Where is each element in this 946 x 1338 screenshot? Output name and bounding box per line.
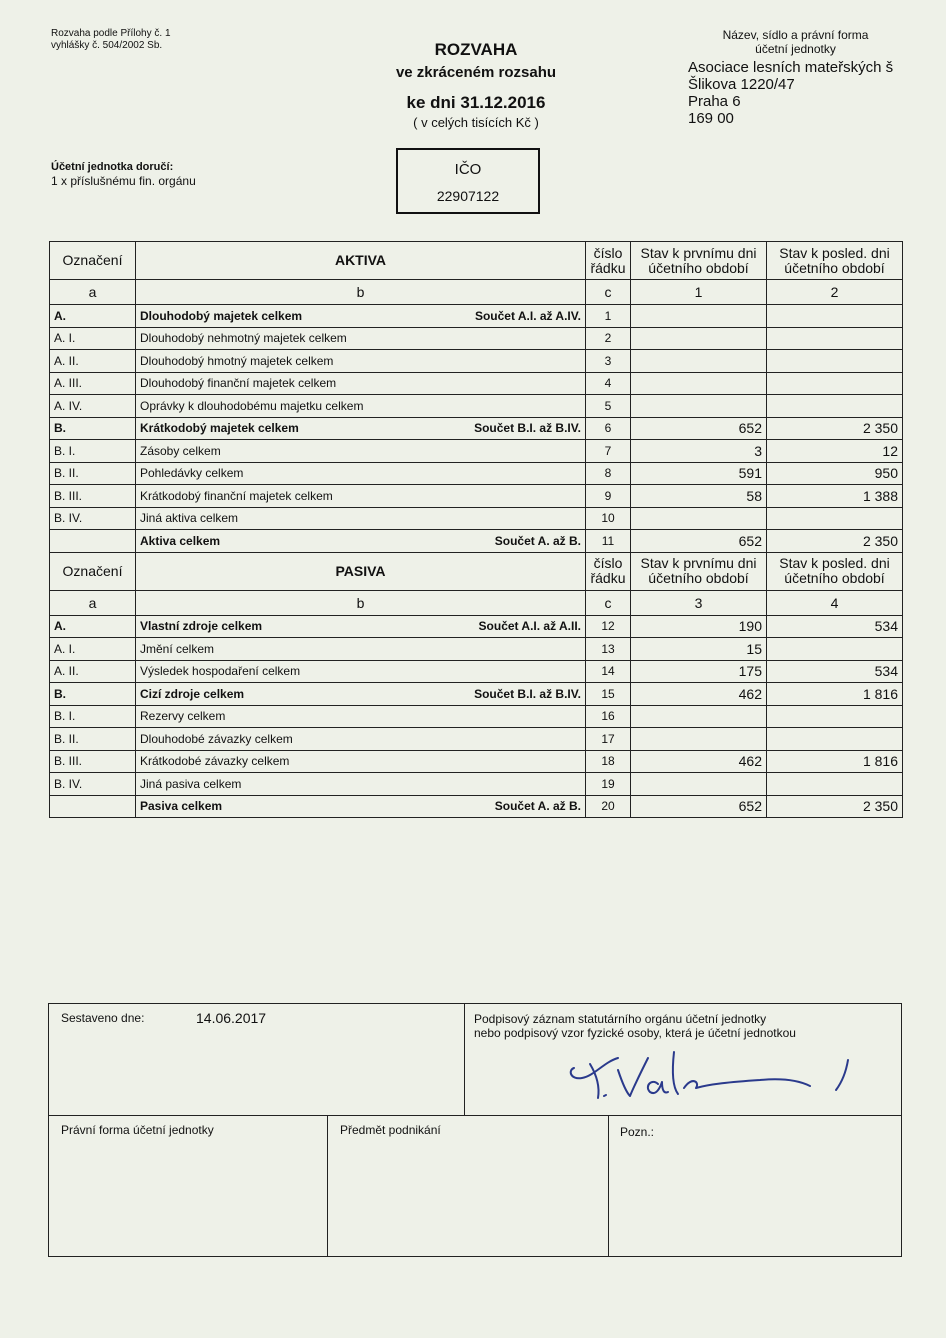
row-code: A. II. [50,660,136,683]
row-number: 11 [586,530,631,553]
row-number: 7 [586,440,631,463]
row-code: B. II. [50,462,136,485]
entity-city: Praha 6 [688,93,741,110]
value-last-day: 2 350 [767,530,903,553]
row-name-cell [136,728,586,751]
pasiva-row [50,683,903,706]
value-last-day [767,350,903,373]
business-label: Předmět podnikání [340,1123,441,1137]
row-name: Rezervy celkem [140,709,226,724]
row-name-cell [136,683,586,706]
row-name-wrap [140,511,581,525]
value-last-day [767,705,903,728]
row-name: Dlouhodobý nehmotný majetek celkem [140,331,347,346]
letter-cell: c [586,590,631,615]
row-name-wrap [140,309,581,323]
row-number: 20 [586,795,631,818]
col-cislo: číslo řádku [586,552,631,590]
row-name: Dlouhodobý finanční majetek celkem [140,376,337,391]
pasiva-row [50,705,903,728]
row-name-wrap [140,754,581,768]
pasiva-row [50,615,903,638]
row-sum-formula: Součet B.I. až B.IV. [474,421,581,436]
row-name-wrap [140,687,581,701]
value-last-day [767,327,903,350]
row-code: B. III. [50,750,136,773]
row-name-wrap [140,619,581,633]
row-number: 10 [586,507,631,530]
value-first-day [631,705,767,728]
delivery-value: 1 x příslušnému fin. orgánu [51,174,196,188]
value-last-day [767,305,903,328]
value-first-day: 462 [631,750,767,773]
row-code: A. I. [50,327,136,350]
row-code: B. III. [50,485,136,508]
aktiva-section [50,242,903,553]
row-code: B. [50,417,136,440]
row-name-cell [136,440,586,463]
row-name: Pasiva celkem [140,799,223,814]
value-last-day: 1 816 [767,683,903,706]
pasiva-header-row [50,552,903,590]
row-name-cell [136,773,586,796]
regulation-line-2: vyhlášky č. 504/2002 Sb. [51,40,163,51]
pasiva-row [50,638,903,661]
row-code: B. IV. [50,507,136,530]
value-last-day: 534 [767,660,903,683]
value-first-day [631,327,767,350]
letter-cell: b [136,590,586,615]
aktiva-row [50,507,903,530]
value-last-day: 2 350 [767,417,903,440]
pasiva-row [50,795,903,818]
row-name: Krátkodobý majetek celkem [140,421,299,436]
value-last-day [767,728,903,751]
legal-form-label: Právní forma účetní jednotky [61,1123,214,1137]
row-name: Zásoby celkem [140,443,221,458]
row-name-cell [136,417,586,440]
compiled-date: 14.06.2017 [196,1010,267,1026]
units-note: ( v celých tisících Kč ) [413,115,539,130]
value-last-day: 950 [767,462,903,485]
row-name: Aktiva celkem [140,533,221,548]
row-name-wrap [140,664,581,678]
row-name: Cizí zdroje celkem [140,686,245,701]
aktiva-row [50,485,903,508]
col-pasiva: PASIVA [136,552,586,590]
row-name-wrap [140,399,581,413]
aktiva-row [50,372,903,395]
footer-divider [608,1115,609,1257]
value-first-day [631,395,767,418]
value-first-day [631,773,767,796]
aktiva-row [50,327,903,350]
regulation-line-1: Rozvaha podle Přílohy č. 1 [51,28,171,39]
aktiva-row [50,417,903,440]
row-name-cell [136,372,586,395]
document-subtitle: ve zkráceném rozsahu [395,64,557,81]
row-number: 13 [586,638,631,661]
value-last-day: 12 [767,440,903,463]
entity-zip: 169 00 [688,110,734,127]
value-first-day [631,728,767,751]
row-code: A. [50,305,136,328]
row-name-cell [136,660,586,683]
ico-box [396,148,540,214]
row-sum-formula: Součet A. až B. [494,533,581,548]
row-name: Oprávky k dlouhodobému majetku celkem [140,398,364,413]
value-first-day: 652 [631,530,767,553]
row-name-wrap [140,421,581,435]
row-name-cell [136,638,586,661]
row-code [50,795,136,818]
value-first-day: 3 [631,440,767,463]
row-name: Krátkodobé závazky celkem [140,754,290,769]
pasiva-letters-row [50,590,903,615]
row-name-cell [136,750,586,773]
compiled-label: Sestaveno dne: [61,1011,145,1025]
aktiva-row [50,462,903,485]
row-code: A. I. [50,638,136,661]
row-number: 8 [586,462,631,485]
row-number: 4 [586,372,631,395]
row-name: Krátkodobý finanční majetek celkem [140,488,333,503]
value-first-day [631,507,767,530]
value-last-day [767,638,903,661]
row-number: 16 [586,705,631,728]
footer-divider [327,1115,328,1257]
letter-cell: 3 [631,590,767,615]
value-first-day: 462 [631,683,767,706]
row-name: Dlouhodobý majetek celkem [140,308,303,323]
signature-label [474,1012,796,1040]
balance-table [49,241,903,818]
note-label: Pozn.: [620,1125,655,1139]
value-last-day [767,507,903,530]
row-name-wrap [140,354,581,368]
row-number: 12 [586,615,631,638]
ico-value: 22907122 [436,188,500,204]
value-first-day [631,305,767,328]
aktiva-header-row [50,242,903,280]
handwritten-signature [560,1040,870,1104]
pasiva-row [50,728,903,751]
row-name-wrap [140,799,581,813]
row-name-cell [136,795,586,818]
row-code: B. II. [50,728,136,751]
letter-cell: c [586,280,631,305]
row-number: 14 [586,660,631,683]
row-name-wrap [140,709,581,723]
row-number: 5 [586,395,631,418]
row-name: Výsledek hospodaření celkem [140,664,301,679]
row-number: 15 [586,683,631,706]
row-name: Jiná aktiva celkem [140,511,239,526]
document-title: ROZVAHA [434,40,518,59]
row-sum-formula: Součet B.I. až B.IV. [474,686,581,701]
row-code: A. IV. [50,395,136,418]
row-code: A. III. [50,372,136,395]
row-name-wrap [140,444,581,458]
row-name-wrap [140,489,581,503]
row-name: Vlastní zdroje celkem [140,619,263,634]
value-first-day: 652 [631,417,767,440]
delivery-block [51,160,196,188]
value-first-day: 190 [631,615,767,638]
row-name-wrap [140,642,581,656]
row-name-cell [136,507,586,530]
pasiva-row [50,660,903,683]
row-code: B. [50,683,136,706]
row-number: 2 [586,327,631,350]
pasiva-section [50,552,903,818]
row-sum-formula: Součet A. až B. [494,799,581,814]
row-number: 9 [586,485,631,508]
row-name: Dlouhodobý hmotný majetek celkem [140,353,334,368]
footer-divider [48,1115,902,1116]
col-stav-last: Stav k posled. dni účetního období [767,552,903,590]
row-code: B. I. [50,440,136,463]
signature-label-1: Podpisový záznam statutárního orgánu účetní jednotky [474,1012,767,1026]
row-sum-formula: Součet A.I. až A.II. [478,619,581,634]
footer-divider [464,1003,465,1115]
letter-cell: 1 [631,280,767,305]
aktiva-row [50,305,903,328]
row-code: A. II. [50,350,136,373]
aktiva-row [50,440,903,463]
col-stav-first: Stav k prvnímu dni účetního období [631,242,767,280]
value-last-day [767,395,903,418]
row-number: 6 [586,417,631,440]
value-last-day: 2 350 [767,795,903,818]
balance-date: ke dni 31.12.2016 [406,93,546,112]
row-name-wrap [140,777,581,791]
aktiva-row [50,530,903,553]
row-name-cell [136,485,586,508]
letter-cell: a [50,590,136,615]
value-last-day [767,773,903,796]
col-aktiva: AKTIVA [136,242,586,280]
row-number: 17 [586,728,631,751]
pasiva-row [50,750,903,773]
row-name-cell [136,530,586,553]
row-name-wrap [140,732,581,746]
delivery-label: Účetní jednotka doručí: [51,161,174,173]
row-name-wrap [140,331,581,345]
row-name: Dlouhodobé závazky celkem [140,731,293,746]
aktiva-letters-row [50,280,903,305]
entity-block [688,28,938,127]
value-last-day: 1 816 [767,750,903,773]
entity-label-1: Název, sídlo a právní forma [722,28,869,42]
col-stav-last: Stav k posled. dni účetního období [767,242,903,280]
aktiva-row [50,350,903,373]
letter-cell: a [50,280,136,305]
aktiva-row [50,395,903,418]
col-cislo: číslo řádku [586,242,631,280]
row-name-cell [136,705,586,728]
col-oznaceni: Označení [50,552,136,590]
row-code: A. [50,615,136,638]
signature-label-2: nebo podpisový vzor fyzické osoby, která je účetní jednotkou [474,1026,796,1040]
value-first-day: 58 [631,485,767,508]
row-number: 1 [586,305,631,328]
row-number: 3 [586,350,631,373]
row-name-cell [136,350,586,373]
letter-cell: 2 [767,280,903,305]
value-first-day: 591 [631,462,767,485]
value-first-day: 652 [631,795,767,818]
col-stav-first: Stav k prvnímu dni účetního období [631,552,767,590]
row-name-wrap [140,466,581,480]
row-name-cell [136,305,586,328]
regulation-reference [51,28,171,52]
row-sum-formula: Součet A.I. až A.IV. [474,308,581,323]
letter-cell: 4 [767,590,903,615]
row-code: B. I. [50,705,136,728]
row-name-wrap [140,376,581,390]
col-oznaceni: Označení [50,242,136,280]
row-code [50,530,136,553]
entity-street: Šlikova 1220/47 [688,76,795,93]
value-first-day: 15 [631,638,767,661]
row-name: Jiná pasiva celkem [140,776,242,791]
value-first-day [631,350,767,373]
pasiva-row [50,773,903,796]
row-name-wrap [140,534,581,548]
row-name: Pohledávky celkem [140,466,244,481]
value-first-day [631,372,767,395]
row-name: Jmění celkem [140,641,215,656]
row-name-cell [136,395,586,418]
row-number: 18 [586,750,631,773]
entity-label-2: účetní jednotky [755,42,836,56]
row-name-cell [136,462,586,485]
entity-name: Asociace lesních mateřských š [688,59,894,76]
document-title-block [360,40,592,130]
row-number: 19 [586,773,631,796]
value-first-day: 175 [631,660,767,683]
value-last-day [767,372,903,395]
value-last-day: 534 [767,615,903,638]
value-last-day: 1 388 [767,485,903,508]
row-name-cell [136,327,586,350]
row-name-cell [136,615,586,638]
row-code: B. IV. [50,773,136,796]
letter-cell: b [136,280,586,305]
ico-label: IČO [454,161,482,178]
